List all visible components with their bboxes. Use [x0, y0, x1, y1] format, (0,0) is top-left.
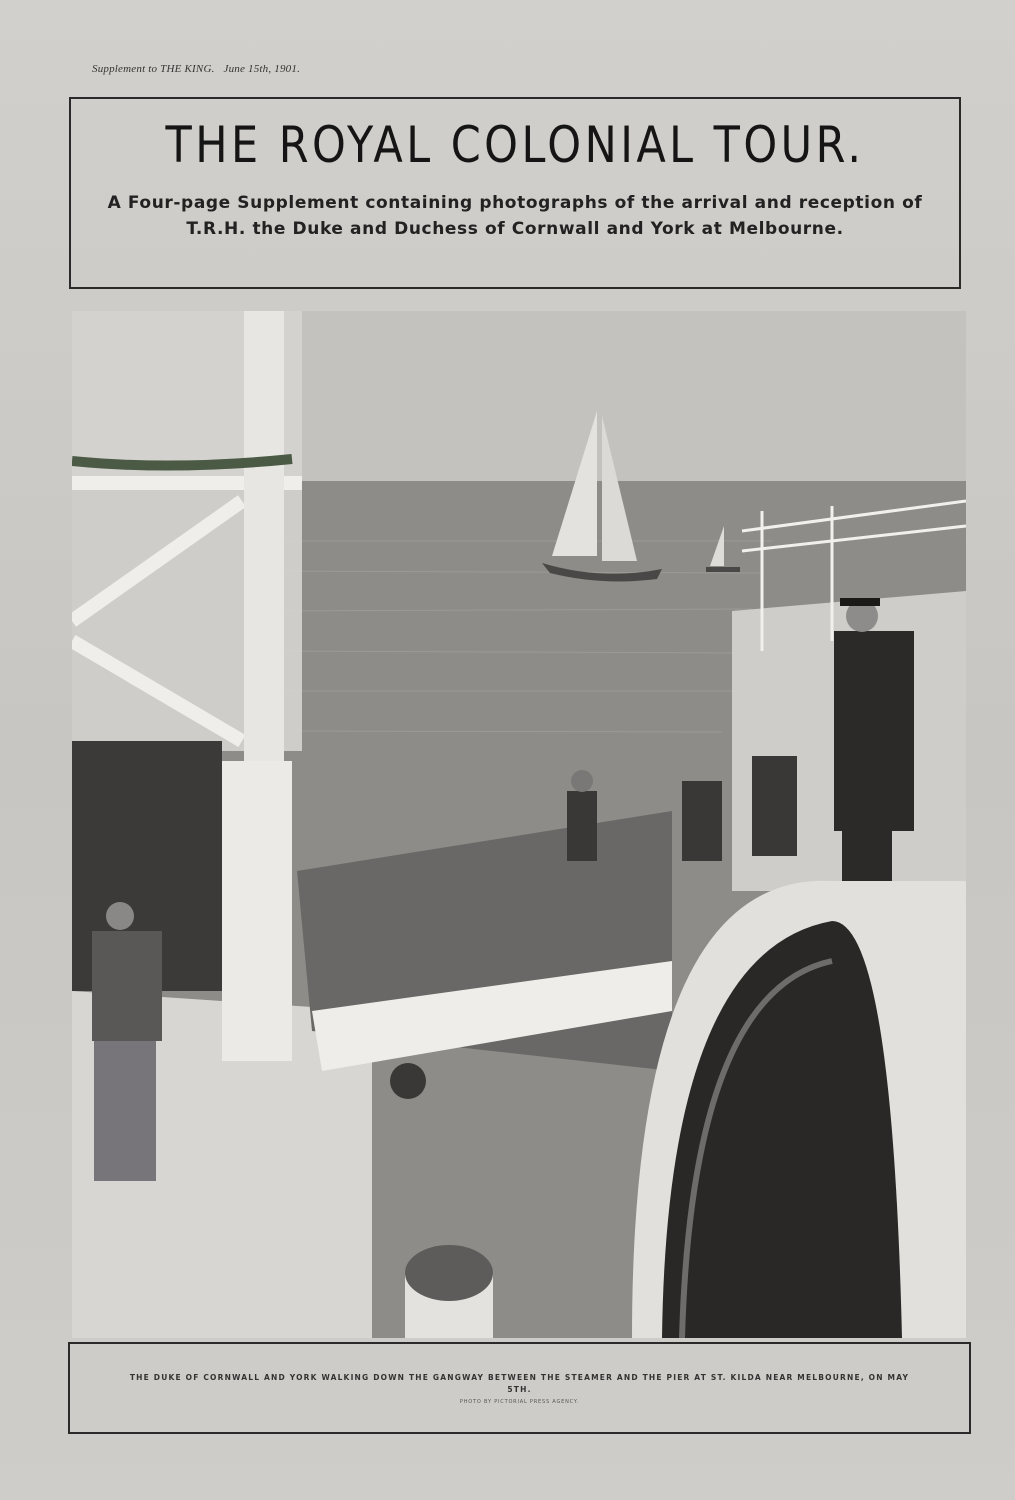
photo-caption: THE DUKE OF CORNWALL AND YORK WALKING DOWN THE GANGWAY BETWEEN THE STEAMER AND THE PIER AT ST. KILDA NEAR MELBOURNE, ON MAY 5TH.	[129, 1373, 910, 1394]
pier-pillar	[222, 761, 292, 1061]
bollard	[405, 1245, 493, 1338]
duke-figure	[567, 770, 597, 861]
supplement-line	[92, 63, 306, 75]
publication-date: June 15th, 1901.	[223, 63, 301, 75]
header-box	[69, 97, 961, 289]
sailor-figure	[92, 902, 162, 1181]
page-subtitle: A Four-page Supplement containing photographs of the arrival and reception of T.R.H. the Duke and Duchess of Cornwall and York at Melbourne.	[107, 193, 923, 239]
publication-name: Supplement to THE KING.	[92, 63, 215, 75]
main-photograph	[72, 311, 966, 1338]
caption-box	[68, 1342, 971, 1434]
page-title: THE ROYAL COLONIAL TOUR.	[165, 116, 865, 174]
photo-illustration	[72, 311, 966, 1338]
gangway-wheel	[390, 1063, 426, 1099]
photo-credit: PHOTO BY PICTORIAL PRESS AGENCY.	[459, 1399, 580, 1405]
